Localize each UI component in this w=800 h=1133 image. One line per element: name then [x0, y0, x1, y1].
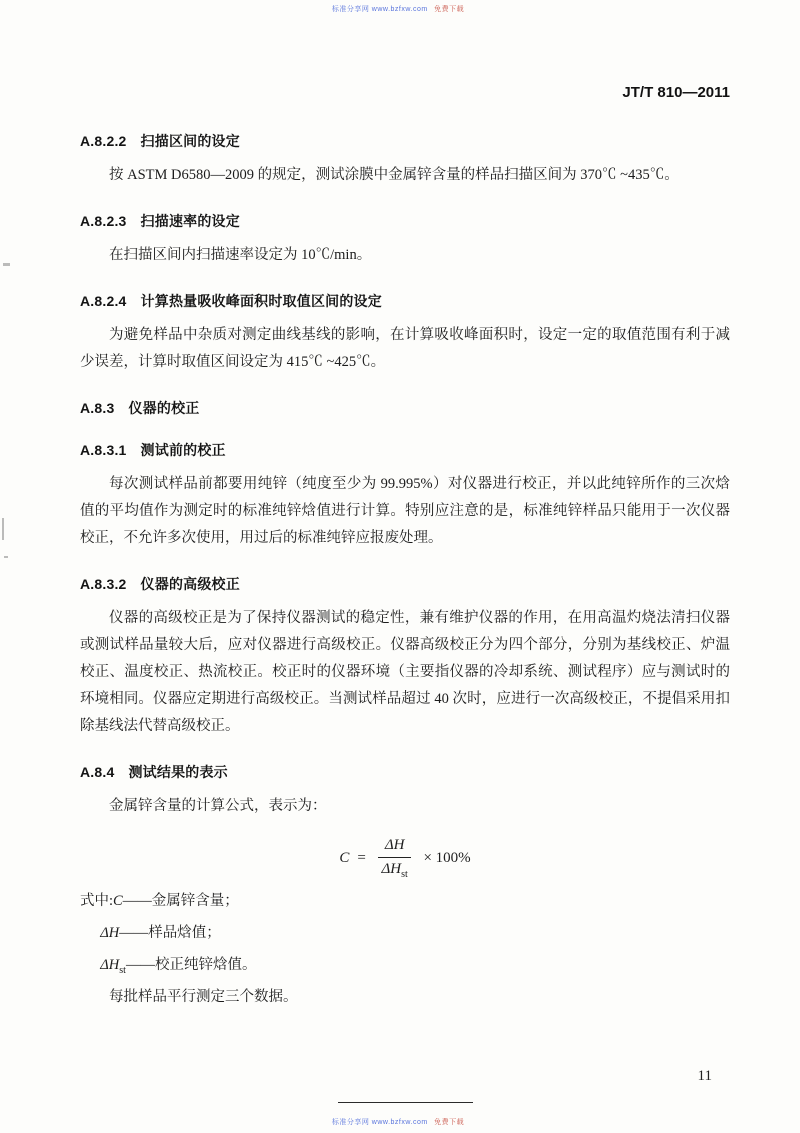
- legend-item-c: [80, 889, 730, 919]
- formula-numerator: ΔH: [378, 836, 412, 858]
- text-segment: ——校正纯锌焓值。: [125, 957, 257, 974]
- clause-number: A.8.3.2: [80, 576, 127, 592]
- scan-artifact: [4, 556, 8, 558]
- legend-note: [80, 985, 730, 1010]
- paragraph-pre-test-cal: 每次测试样品前都要用纯锌（纯度至少为 99.995%）对仪器进行校正，并以此纯锌所作的三次焓值的平均值作为测定时的标准纯锌焓值进行计算。特别应注意的是，标准纯锌样品只能用于一次仪器校正，不允许多次使用，用过后的标准纯锌应报废处理。: [80, 476, 730, 546]
- text-segment: ——样品焓值；: [119, 925, 221, 942]
- zinc-content-formula: [80, 836, 730, 881]
- clause-title: 测试结果的表示: [128, 764, 228, 780]
- clause-title: 扫描速率的设定: [140, 213, 240, 229]
- clause-a8-3-1: [80, 440, 730, 460]
- clause-number: A.8.2.3: [80, 213, 127, 229]
- watermark-text: 免费下载: [434, 1119, 465, 1126]
- clause-a8-3-2: [80, 574, 730, 594]
- clause-title: 仪器的高级校正: [140, 576, 240, 592]
- watermark-text: 免费下载: [434, 6, 465, 13]
- clause-title: 仪器的校正: [128, 400, 200, 416]
- text-segment: ΔH: [100, 925, 120, 942]
- paragraph-scan-range: 按 ASTM D6580—2009 的规定，测试涂膜中金属锌含量的样品扫描区间为 370℃ ~435℃。: [109, 167, 679, 183]
- doc-reference: JT/T 810—2011: [622, 84, 730, 101]
- formula-legend: [80, 889, 730, 1010]
- page-number: 11: [697, 1068, 712, 1084]
- text-segment: 式中:: [80, 893, 114, 910]
- formula-fraction: [378, 836, 412, 881]
- paragraph-peak-area: 为避免样品中杂质对测定曲线基线的影响，在计算吸收峰面积时，设定一定的取值范围有利于减少误差，计算时取值区间设定为 415℃ ~425℃。: [80, 327, 730, 370]
- clause-number: A.8.2.2: [80, 133, 127, 149]
- scan-artifact: [3, 263, 10, 266]
- clause-title: 扫描区间的设定: [140, 133, 240, 149]
- scan-artifact: [2, 518, 4, 540]
- clause-number: A.8.3: [80, 400, 115, 416]
- subscript: st: [119, 964, 126, 976]
- text-segment: C: [113, 893, 123, 910]
- clause-a8-2-3: [80, 211, 730, 231]
- watermark-text: 标准分享网 www.bzfxw.com: [331, 6, 428, 13]
- clause-a8-3: [80, 398, 730, 418]
- text-segment: 每批样品平行测定三个数据。: [109, 988, 298, 1005]
- legend-item-dhst: [80, 953, 730, 983]
- formula-lhs: C: [339, 850, 350, 867]
- text-segment: ——金属锌含量；: [122, 893, 239, 910]
- text-segment: ΔH: [100, 957, 120, 974]
- clause-title: 测试前的校正: [140, 442, 226, 458]
- end-of-text-rule: [338, 1102, 473, 1103]
- clause-number: A.8.4: [80, 764, 115, 780]
- paragraph-advanced-cal: 仪器的高级校正是为了保持仪器测试的稳定性，兼有维护仪器的作用，在用高温灼烧法清扫仪器或测试样品量较大后，应对仪器进行高级校正。仪器高级校正分为四个部分，分别为基线校正、炉温校正、温度校正、热流校正。校正时的仪器环境（主要指仪器的冷却系统、测试程序）应与测试时的环境相同。仪器应定期进行高级校正。当测试样品超过 40 次时，应进行一次高级校正，不提倡采用扣除基线法代替高级校正。: [80, 610, 730, 734]
- watermark-top: [0, 5, 800, 14]
- clause-a8-2-2: [80, 131, 730, 151]
- clause-a8-4: [80, 762, 730, 782]
- clause-a8-2-4: [80, 291, 730, 311]
- clause-title: 计算热量吸收峰面积时取值区间的设定: [140, 293, 382, 309]
- watermark-bottom: [0, 1118, 800, 1127]
- formula-suffix: × 100%: [423, 850, 471, 867]
- legend-item-dh: [80, 921, 730, 951]
- formula-equals: =: [357, 850, 366, 867]
- formula-denominator: $\Delta H_{st}$: [381, 860, 408, 880]
- paragraph-scan-rate: 在扫描区间内扫描速率设定为 10℃/min。: [109, 247, 372, 263]
- document-body: [80, 131, 730, 1103]
- clause-number: A.8.2.4: [80, 293, 127, 309]
- paragraph-result-intro: 金属锌含量的计算公式，表示为：: [109, 798, 327, 814]
- watermark-text: 标准分享网 www.bzfxw.com: [331, 1119, 428, 1126]
- subscript: st: [401, 868, 408, 880]
- clause-number: A.8.3.1: [80, 442, 127, 458]
